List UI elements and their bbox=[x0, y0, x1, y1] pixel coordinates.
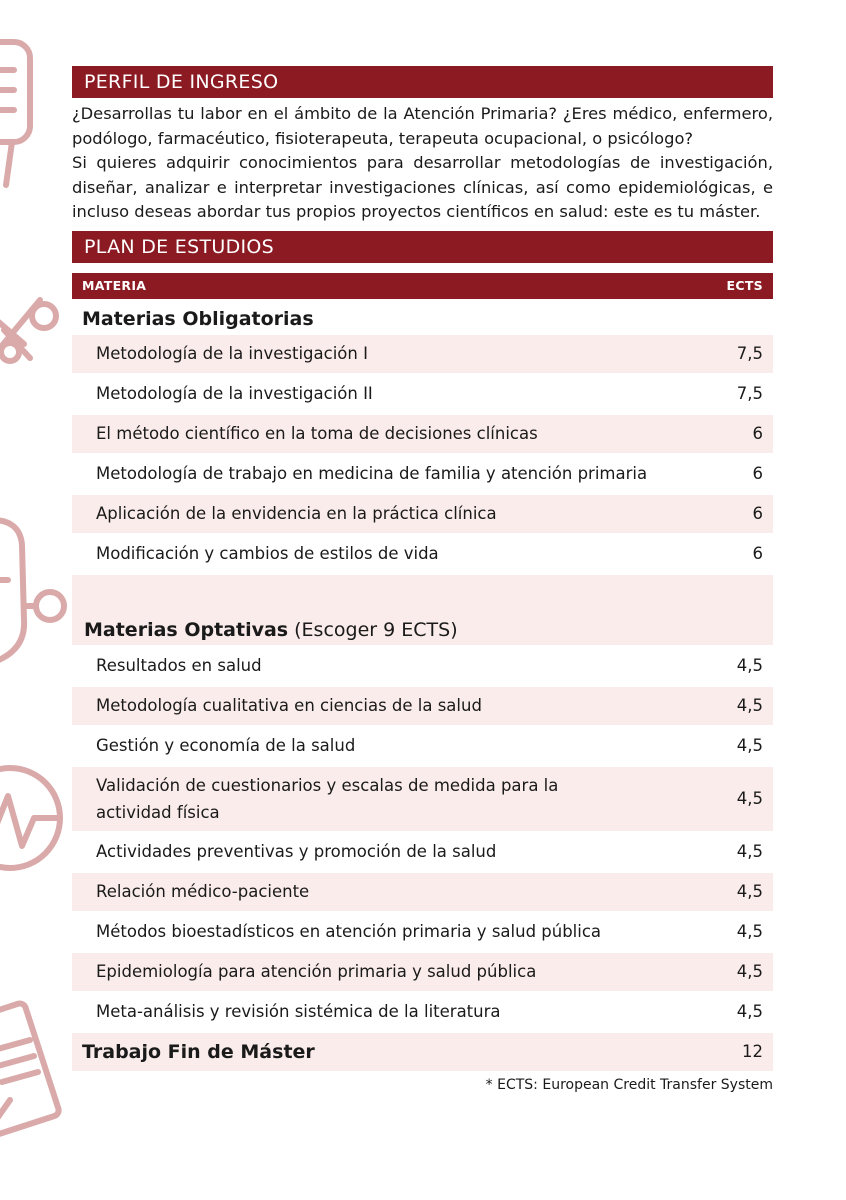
subject-name: Metodología de la investigación I bbox=[96, 344, 368, 363]
optional-group-title-bold: Materias Optativas bbox=[84, 618, 289, 641]
subject-name: Metodología de la investigación II bbox=[96, 384, 373, 403]
table-row bbox=[72, 873, 773, 911]
profile-paragraph-2: Si quieres adquirir conocimientos para desarrollar metodologías de investigación, diseñar, analizar e interpretar investigaciones clínicas, así como epidemiológicas, e incluso deseas abordar tus propios proyectos científicos en salud: este es tu máster. bbox=[72, 153, 773, 221]
subject-ects: 4,5 bbox=[736, 962, 763, 981]
subject-ects: 4,5 bbox=[736, 789, 763, 808]
table-row bbox=[72, 375, 773, 413]
subject-ects: 4,5 bbox=[736, 1002, 763, 1021]
subject-name: Actividades preventivas y promoción de la salud bbox=[96, 842, 497, 861]
dna-icon bbox=[0, 300, 56, 361]
table-row bbox=[72, 647, 773, 685]
table-row bbox=[72, 993, 773, 1031]
optional-group-note: (Escoger 9 ECTS) bbox=[288, 618, 458, 641]
medical-report-icon bbox=[0, 1002, 60, 1140]
table-row bbox=[72, 535, 773, 573]
table-row bbox=[72, 833, 773, 871]
table-row bbox=[72, 767, 773, 831]
subject-name: Metodología de trabajo en medicina de familia y atención primaria bbox=[96, 464, 648, 483]
heartbeat-icon bbox=[0, 768, 60, 868]
subject-name: Resultados en salud bbox=[96, 656, 262, 675]
subject-name: Validación de cuestionarios y escalas de medida para la actividad física bbox=[96, 775, 559, 822]
profile-paragraph-1: ¿Desarrollas tu labor en el ámbito de la Atención Primaria? ¿Eres médico, enfermero, podólogo, farmacéutico, fisioterapeuta, terapeuta ocupacional, o psicólogo? bbox=[72, 104, 773, 148]
optional-group-header bbox=[72, 575, 773, 645]
mandatory-subjects-list bbox=[72, 335, 773, 573]
ects-footnote: * ECTS: European Credit Transfer System bbox=[485, 1076, 773, 1093]
subject-ects: 6 bbox=[752, 464, 763, 483]
subject-name: El método científico en la toma de decisiones clínicas bbox=[96, 424, 538, 443]
subject-ects: 4,5 bbox=[736, 696, 763, 715]
subject-name: Gestión y economía de la salud bbox=[96, 736, 356, 755]
table-row bbox=[72, 415, 773, 453]
subject-ects: 4,5 bbox=[736, 922, 763, 941]
stethoscope-icon bbox=[0, 520, 64, 662]
table-header bbox=[72, 273, 773, 299]
subject-ects: 4,5 bbox=[736, 656, 763, 675]
table-row bbox=[72, 455, 773, 493]
optional-group-title bbox=[84, 619, 458, 641]
plan-section-title: PLAN DE ESTUDIOS bbox=[72, 231, 773, 263]
subject-name: Modificación y cambios de estilos de vida bbox=[96, 544, 439, 563]
subject-name: Metodología cualitativa en ciencias de la salud bbox=[96, 696, 482, 715]
microscope-icon bbox=[0, 42, 30, 185]
column-header-subject: MATERIA bbox=[82, 278, 147, 293]
subject-ects: 4,5 bbox=[736, 736, 763, 755]
final-project-label: Trabajo Fin de Máster bbox=[82, 1040, 315, 1063]
subject-ects: 4,5 bbox=[736, 842, 763, 861]
table-row bbox=[72, 913, 773, 951]
table-row bbox=[72, 727, 773, 765]
subject-name: Aplicación de la envidencia en la práctica clínica bbox=[96, 504, 497, 523]
table-row bbox=[72, 335, 773, 373]
table-row bbox=[72, 953, 773, 991]
page-content bbox=[72, 66, 773, 1093]
final-project-row bbox=[72, 1033, 773, 1071]
subject-ects: 6 bbox=[752, 504, 763, 523]
subject-name: Métodos bioestadísticos en atención primaria y salud pública bbox=[96, 922, 602, 941]
subject-ects: 6 bbox=[752, 424, 763, 443]
subject-ects: 7,5 bbox=[736, 384, 763, 403]
subject-name: Meta-análisis y revisión sistémica de la literatura bbox=[96, 1002, 501, 1021]
profile-intro bbox=[72, 102, 773, 225]
subject-name: Relación médico-paciente bbox=[96, 882, 310, 901]
subject-ects: 7,5 bbox=[736, 344, 763, 363]
table-row bbox=[72, 495, 773, 533]
subject-ects: 4,5 bbox=[736, 882, 763, 901]
table-row bbox=[72, 687, 773, 725]
column-header-ects: ECTS bbox=[726, 278, 763, 293]
optional-subjects-list bbox=[72, 647, 773, 1031]
subject-name: Epidemiología para atención primaria y salud pública bbox=[96, 962, 537, 981]
profile-section-title: PERFIL DE INGRESO bbox=[72, 66, 773, 98]
subject-ects: 6 bbox=[752, 544, 763, 563]
mandatory-group-title: Materias Obligatorias bbox=[82, 307, 314, 330]
final-project-ects: 12 bbox=[742, 1042, 763, 1061]
